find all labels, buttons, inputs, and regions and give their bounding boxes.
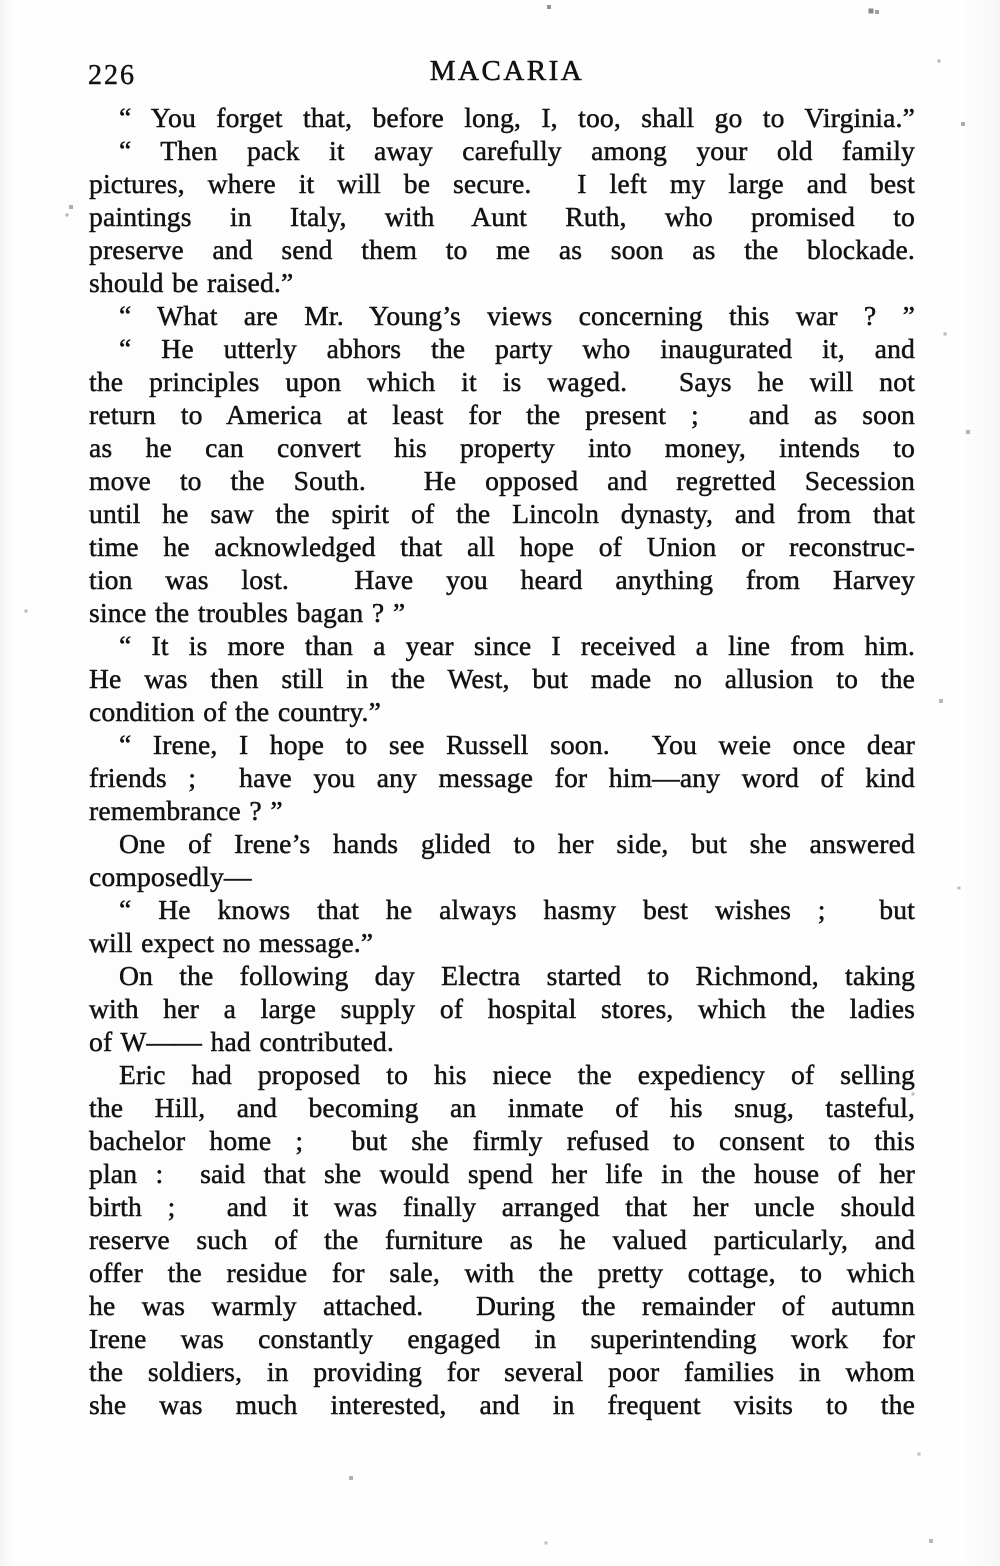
text-line: “ What are Mr. Young’s views concerning this war ? ” [119, 300, 915, 331]
text-line: friends ; have you any message for him—any word of kind [89, 762, 915, 793]
text-line: composedly— [89, 861, 252, 892]
text-line: One of Irene’s hands glided to her side, but she answered [119, 828, 915, 859]
text-line: “ Irene, I hope to see Russell soon. You weie once dear [119, 729, 915, 760]
text-line: Irene was constantly engaged in superintending work for [89, 1323, 915, 1354]
scan-noise [0, 0, 2, 2]
text-line: “ He knows that he always hasmy best wishes ; but [119, 894, 915, 925]
text-line: “ It is more than a year since I received a line from him. [119, 630, 915, 661]
text-line: as he can convert his property into money, intends to [89, 432, 915, 463]
text-line: return to America at least for the present ; and as soon [89, 399, 915, 430]
body-text [89, 101, 915, 1421]
text-line: condition of the country.” [89, 696, 382, 727]
text-line: until he saw the spirit of the Lincoln dynasty, and from that [89, 498, 915, 529]
text-line: “ Then pack it away carefully among your old family [119, 135, 915, 166]
running-title: MACARIA [429, 55, 585, 87]
text-line: preserve and send them to me as soon as the blockade. [89, 234, 915, 265]
text-line: with her a large supply of hospital stores, which the ladies [89, 993, 915, 1024]
text-line: “ You forget that, before long, I, too, shall go to Virginia.” [119, 102, 915, 133]
text-line: move to the South. He opposed and regretted Secession [89, 465, 915, 496]
text-line: On the following day Electra started to Richmond, taking [119, 960, 915, 991]
text-line: pictures, where it will be secure. I left my large and best [89, 168, 915, 199]
text-line: the principles upon which it is waged. Says he will not [89, 366, 915, 397]
text-line: the soldiers, in providing for several poor families in whom [89, 1356, 915, 1387]
text-line: of W—— had contributed. [89, 1026, 394, 1057]
text-line: he was warmly attached. During the remainder of autumn [89, 1290, 915, 1321]
page-header [0, 0, 1000, 100]
text-line: since the troubles bagan ? ” [89, 597, 406, 628]
text-line: reserve such of the furniture as he valued particularly, and [89, 1224, 915, 1255]
text-line: she was much interested, and in frequent visits to the [89, 1389, 915, 1420]
text-line: paintings in Italy, with Aunt Ruth, who promised to [89, 201, 915, 232]
text-line: should be raised.” [89, 267, 294, 298]
page-number: 226 [88, 60, 136, 91]
text-line: time he acknowledged that all hope of Union or reconstruc- [89, 531, 915, 562]
text-line: “ He utterly abhors the party who inaugurated it, and [119, 333, 915, 364]
text-line: He was then still in the West, but made no allusion to the [89, 663, 915, 694]
text-line: Eric had proposed to his niece the expediency of selling [119, 1059, 915, 1090]
text-line: plan : said that she would spend her life in the house of her [89, 1158, 915, 1189]
text-line: remembrance ? ” [89, 795, 283, 826]
text-line: offer the residue for sale, with the pretty cottage, to which [89, 1257, 915, 1288]
text-line: birth ; and it was finally arranged that her uncle should [89, 1191, 915, 1222]
text-line: bachelor home ; but she firmly refused to consent to this [89, 1125, 915, 1156]
text-line: tion was lost. Have you heard anything from Harvey [89, 564, 915, 595]
text-line: the Hill, and becoming an inmate of his snug, tasteful, [89, 1092, 915, 1123]
text-line: will expect no message.” [89, 927, 374, 958]
